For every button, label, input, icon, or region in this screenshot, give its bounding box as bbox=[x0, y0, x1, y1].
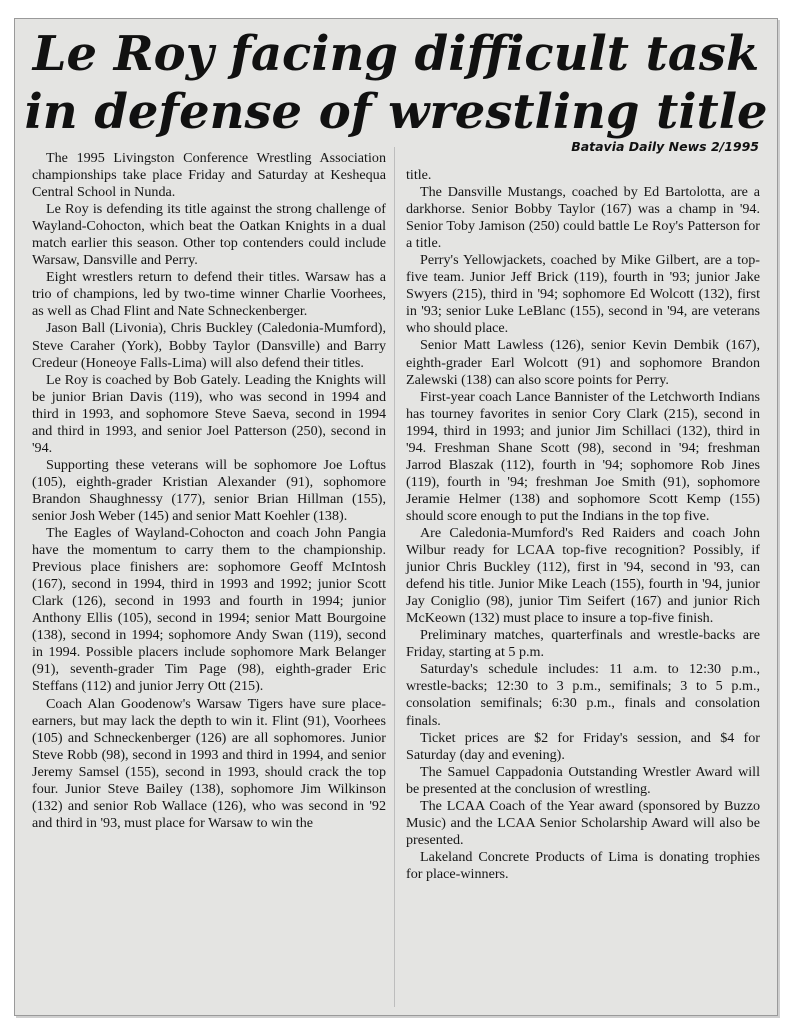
right-column bbox=[406, 167, 760, 883]
article-paragraph: Are Caledonia-Mumford's Red Raiders and coach John Wilbur ready for LCAA top-five recognition? Possibly, if junior Chris Buckley (112), first in '94, second in '93, can defend his title. Junior Mike Leach (155), fourth in '94, junior Jay Coniglio (98), junior Tim Seifert (167) and junior Rich McKeown (132) must place to insure a top-five finish. bbox=[406, 524, 760, 627]
article-paragraph: First-year coach Lance Bannister of the Letchworth Indians has tourney favorites in senior Cory Clark (215), second in 1994, third in 1993; and junior Jim Schillaci (132), third in '94. Freshman Shane Scott (98), second in '94; freshman Jarrod Blaszak (112), fourth in '94; sophomore Rob Jines (119), fourth in '94; freshman Joe Smith (91), sophomore Jeramie Helmer (138) and sophomore Scott Kemp (155) should score enough to put the Indians in the top five. bbox=[406, 388, 760, 524]
article-paragraph: Saturday's schedule includes: 11 a.m. to 12:30 p.m., wrestle-backs; 12:30 to 3 p.m., semifinals; 3 to 5 p.m., consolation semifinals; 6:30 p.m., finals and consolation finals. bbox=[406, 661, 760, 729]
article-paragraph: Supporting these veterans will be sophomore Joe Loftus (105), eighth-grader Kristian Alexander (91), sophomore Brandon Shaughnessy (177), senior Brian Hillman (155), senior Josh Weber (145) and senior Matt Koehler (138). bbox=[32, 456, 386, 524]
article-paragraph: Preliminary matches, quarterfinals and wrestle-backs are Friday, starting at 5 p.m. bbox=[406, 627, 760, 661]
article-paragraph: Senior Matt Lawless (126), senior Kevin Dembik (167), eighth-grader Earl Wolcott (91) and sophomore Brandon Zalewski (138) can also score points for Perry. bbox=[406, 337, 760, 388]
headline bbox=[15, 25, 777, 141]
article-paragraph: Perry's Yellowjackets, coached by Mike Gilbert, are a top-five team. Junior Jeff Brick (119), fourth in '93; junior Jake Swyers (215), third in '94; sophomore Ed Wolcott (132), first in '93; senior Luke LeBlanc (155), second in '94, are veterans who should place. bbox=[406, 252, 760, 337]
article-paragraph: The 1995 Livingston Conference Wrestling Association championships take place Friday and Saturday at Keshequa Central School in Nunda. bbox=[32, 150, 386, 201]
left-column bbox=[32, 150, 386, 832]
column-divider bbox=[394, 147, 395, 1007]
article-paragraph: The Eagles of Wayland-Cohocton and coach John Pangia have the momentum to carry them to the championship. Previous place finishers are: sophomore Geoff McIntosh (167), second in 1994, third in 1993 and 1992; junior Scott Clark (126), second in 1993 and fourth in 1994; junior Anthony Ellis (105), second in 1994; senior Matt Bourgoine (138), second in 1994; sophomore Andy Swan (119), second in 1994. Possible placers include sophomore Mark Belanger (91), seventh-grader Tim Page (98), eighth-grader Eric Steffans (112) and junior Jerry Ott (215). bbox=[32, 525, 386, 695]
continued-text: title. bbox=[406, 167, 432, 183]
article-paragraph: Coach Alan Goodenow's Warsaw Tigers have sure place-earners, but may lack the depth to win it. Flint (91), Voorhees (105) and Schneckenberger (126) are all sophomores. Junior Steve Robb (98), second in 1993 and third in 1994, and senior Jeremy Samsel (155), second in 1993, should crack the top four. Junior Steve Bailey (138), sophomore Jim Wilkinson (132) and senior Rob Wallace (126), who was second in '92 and third in '93, must place for Warsaw to win the bbox=[32, 695, 386, 831]
article-paragraph: Lakeland Concrete Products of Lima is donating trophies for place-winners. bbox=[406, 848, 760, 882]
article-paragraph: The LCAA Coach of the Year award (sponsored by Buzzo Music) and the LCAA Senior Scholarship Award will also be presented. bbox=[406, 797, 760, 848]
article-paragraph: Ticket prices are $2 for Friday's session, and $4 for Saturday (day and evening). bbox=[406, 729, 760, 763]
source-credit: Batavia Daily News 2/1995 bbox=[571, 139, 759, 154]
article-paragraph: Eight wrestlers return to defend their titles. Warsaw has a trio of champions, led by two-time winner Charlie Voorhees, as well as Chad Flint and Nate Schneckenberger. bbox=[32, 269, 386, 320]
headline-line-2: in defense of wrestling title bbox=[24, 84, 768, 140]
headline-line-1: Le Roy facing difficult task bbox=[32, 26, 760, 82]
article-paragraph: Le Roy is coached by Bob Gately. Leading the Knights will be junior Brian Davis (119), who was second in 1994 and third in 1993, and sophomore Steve Saeva, second in 1994 and third in 1993, and senior Joel Patterson (250), second in '94. bbox=[32, 371, 386, 456]
article-paragraph: Jason Ball (Livonia), Chris Buckley (Caledonia-Mumford), Steve Caraher (York), Bobby Taylor (Dansville) and Barry Credeur (Honeoye Falls-Lima) will also defend their titles. bbox=[32, 320, 386, 371]
article-paragraph: Le Roy is defending its title against the strong challenge of Wayland-Cohocton, which beat the Oatkan Knights in a dual match earlier this season. Other top contenders could include Warsaw, Dansville and Perry. bbox=[32, 201, 386, 269]
newspaper-clipping bbox=[14, 18, 778, 1016]
article-paragraph: The Samuel Cappadonia Outstanding Wrestler Award will be presented at the conclusion of wrestling. bbox=[406, 763, 760, 797]
article-paragraph: The Dansville Mustangs, coached by Ed Bartolotta, are a darkhorse. Senior Bobby Taylor (167) was a champ in '94. Senior Toby Jamison (250) could battle Le Roy's Patterson for a title. bbox=[406, 184, 760, 252]
